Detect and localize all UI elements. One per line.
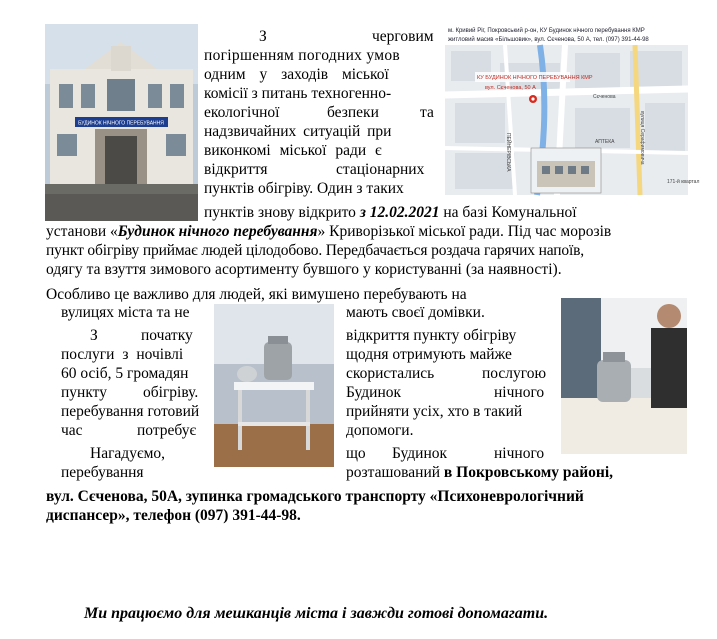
map-caption-line: м. Кривий Ріг, Покровський р-он, КУ Будинок нічного перебування КМР	[448, 28, 645, 34]
text-line: початку	[141, 327, 193, 344]
text-line: та	[420, 104, 434, 121]
text-line: потребує	[137, 422, 197, 439]
svg-text:АПТЕКА: АПТЕКА	[595, 139, 615, 145]
svg-text:Сєченова: Сєченова	[593, 94, 616, 100]
text-line: комісії з питань техногенно-	[204, 85, 392, 102]
text-line: надзвичайних ситуацій при	[204, 123, 392, 140]
text-line: нічного	[494, 445, 545, 462]
text-line: Будинок	[346, 384, 402, 401]
samovar-table-photo	[214, 304, 334, 467]
text-line: пунктів знову відкрито з 12.02.2021 на базі Комунальної	[204, 204, 577, 221]
text-line: скористались	[346, 365, 435, 382]
text-line: відкриття	[204, 161, 268, 178]
text-line: Нагадуємо,	[90, 445, 166, 462]
text-line: перебування готовий	[61, 403, 200, 420]
svg-text:вулиця Серафимовича: вулиця Серафимовича	[639, 111, 645, 165]
text-line: З	[259, 28, 267, 45]
text-line: послугою	[482, 365, 547, 382]
text-line: щодня отримують майже	[346, 346, 512, 363]
address-line: вул. Сєченова, 50А, зупинка громадського транспорту «Психоневрологічний	[46, 488, 584, 505]
text-line: пунктів обігріву. Один з таких	[204, 180, 404, 197]
text-line: 60 осіб, 5 громадян	[61, 365, 189, 382]
text-line: час	[61, 422, 83, 439]
text-line: прийняти усіх, хто в такий	[346, 403, 523, 420]
text-line: обігріву.	[143, 384, 199, 401]
svg-text:житловий масив «Більшовик», ву: житловий масив «Більшовик», вул. Сєченова, 50 А, тел. (097) 391-44-98	[448, 37, 649, 43]
footer-slogan: Ми працюємо для мешканців міста і завжди готові допомагати.	[84, 605, 549, 622]
building-sign: БУДИНОК НІЧНОГО ПЕРЕБУВАННЯ	[78, 120, 164, 127]
text-line: послуги з ночівлі	[61, 346, 184, 363]
text-line: одним у заходів міської	[204, 66, 389, 83]
text-line: одягу та взуття зимового асортименту бувшого у користуванні (за наявності).	[46, 261, 562, 278]
text-line: безпеки	[327, 104, 379, 121]
text-line: допомоги.	[346, 422, 414, 439]
address-line: диспансер», телефон (097) 391-44-98.	[46, 507, 301, 524]
text-line: вулицях міста та не	[61, 304, 190, 321]
text-line: пункту	[61, 384, 107, 401]
samovar-photo	[561, 298, 687, 454]
text-line: нічного	[494, 384, 545, 401]
svg-text:ПЕЙНЕРІВСЬКА: ПЕЙНЕРІВСЬКА	[505, 133, 511, 172]
text-line: екологічної	[204, 104, 280, 121]
text-line: відкриття пункту обігріву	[346, 327, 517, 344]
text-line: Особливо це важливо для людей, які вимушено перебувають на	[46, 286, 467, 303]
text-line: погіршенням погодних умов	[204, 47, 401, 64]
text-line: черговим	[372, 28, 434, 45]
text-line: З	[90, 327, 98, 344]
building-photo	[45, 24, 198, 221]
text-line: пункт обігріву приймає людей цілодобово. Передбачається роздача гарячих напоїв,	[46, 242, 585, 259]
text-line: мають своєї домівки.	[346, 304, 485, 321]
text-line: що	[346, 445, 366, 462]
text-line: перебування	[61, 464, 144, 481]
location-map	[445, 23, 700, 195]
text-line: Будинок	[392, 445, 448, 462]
svg-text:171-й квартал: 171-й квартал	[667, 179, 700, 185]
map-label-1: КУ БУДИНОК НІЧНОГО ПЕРЕБУВАННЯ КМР	[477, 75, 593, 81]
map-label-2: вул. Сєченова, 50 А	[485, 85, 536, 91]
text-line: стаціонарних	[336, 161, 425, 178]
text-line: установи «Будинок нічного перебування» Криворізької міської ради. Під час морозів	[46, 223, 612, 240]
text-line: розташований в Покровському районі,	[346, 464, 614, 481]
text-line: виконкомі міської ради є	[204, 142, 382, 159]
